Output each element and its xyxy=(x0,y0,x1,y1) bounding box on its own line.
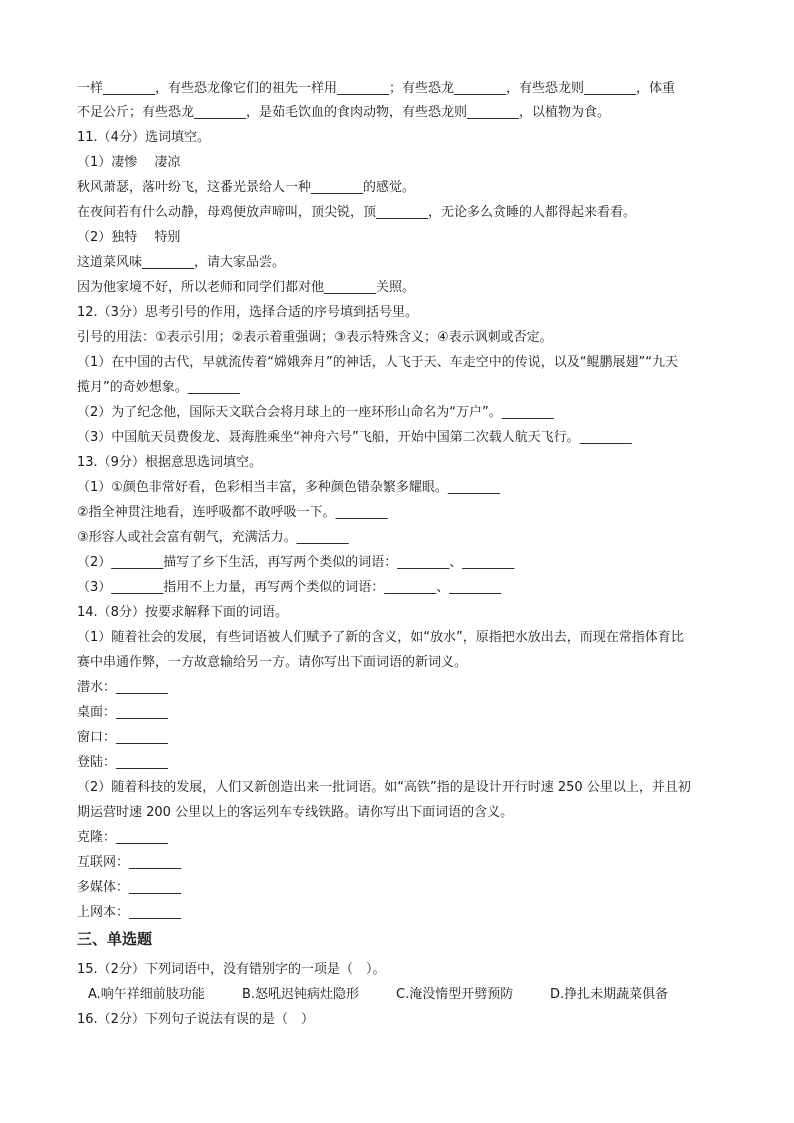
question-14-title: 14.（8分）按要求解释下面的词语。 xyxy=(77,605,288,620)
text-line: （1）在中国的古代，早就流传着“嫦娥奔月”的神话，人飞于天、车走空中的传说，以及“鲲鹏展翅”“九天 xyxy=(77,355,678,370)
text-line: 潜水：________ xyxy=(77,680,169,695)
text-line: 窗口：________ xyxy=(77,730,169,745)
text-line: 多媒体：________ xyxy=(77,880,182,895)
text-line: （2）________描写了乡下生活，再写两个类似的词语：________、________ xyxy=(77,555,515,570)
text-line: 揽月”的奇妙想象。________ xyxy=(77,380,240,395)
text-line: 这道菜风味________，请大家品尝。 xyxy=(77,255,286,270)
q15-option-b: B.怒吼迟钝病灶隐形 xyxy=(242,987,360,1002)
text-line: 登陆：________ xyxy=(77,755,169,770)
text-line: 桌面：________ xyxy=(77,705,169,720)
text-line: （1）随着社会的发展，有些词语被人们赋予了新的含义，如“放水”，原指把水放出去，而现在常指体育比 xyxy=(77,630,684,645)
question-15-stem: 15.（2分）下列词语中，没有错别字的一项是（ ）。 xyxy=(77,962,386,977)
text-line: （3）________指用不上力量，再写两个类似的词语：________、________ xyxy=(77,580,502,595)
text-line: 秋风萧瑟，落叶纷飞，这番光景给人一种________的感觉。 xyxy=(77,180,416,195)
text-line: 不足公斤；有些恐龙________，是茹毛饮血的食肉动物，有些恐龙则________，以植物为食。 xyxy=(77,105,611,120)
text-line: 在夜间若有什么动静，母鸡便放声啼叫，顶尖锐，顶________，无论多么贪睡的人都得起来看看。 xyxy=(77,205,637,220)
text-line: 因为他家境不好，所以老师和同学们都对他________关照。 xyxy=(77,280,416,295)
question-11-title: 11.（4分）选词填空。 xyxy=(77,130,210,145)
text-line: 赛中串通作弊，一方故意输给另一方。请你写出下面词语的新词义。 xyxy=(77,655,468,670)
q15-option-d: D.挣扎未期蔬菜俱备 xyxy=(550,987,669,1002)
text-line: （3）中国航天员费俊龙、聂海胜乘坐“神舟六号”飞船，开始中国第二次载人航天飞行。________ xyxy=(77,430,632,445)
question-13-title: 13.（9分）根据意思选词填空。 xyxy=(77,455,262,470)
text-line: （2）为了纪念他，国际天文联合会将月球上的一座环形山命名为“万户”。________ xyxy=(77,405,554,420)
text-line: 引号的用法：①表示引用；②表示着重强调；③表示特殊含义；④表示讽刺或否定。 xyxy=(77,330,553,345)
text-line: （2）独特 特别 xyxy=(77,230,181,245)
text-line: 互联网：________ xyxy=(77,855,182,870)
text-line: ③形容人或社会富有朝气，充满活力。________ xyxy=(77,530,349,545)
text-line: （1）凄惨 凄凉 xyxy=(77,155,181,170)
text-line: 克隆：________ xyxy=(77,830,169,845)
text-line: 期运营时速 200 公里以上的客运列车专线铁路。请你写出下面词语的含义。 xyxy=(77,805,514,820)
text-line: 上网本：________ xyxy=(77,905,182,920)
text-line: ②指全神贯注地看，连呼吸都不敢呼吸一下。________ xyxy=(77,505,388,520)
question-12-title: 12.（3分）思考引号的作用，选择合适的序号填到括号里。 xyxy=(77,305,418,320)
section-title: 三、单选题 xyxy=(77,930,153,948)
text-line: 一样________，有些恐龙像它们的祖先一样用________；有些恐龙________，有些恐龙则________，体重 xyxy=(77,81,676,96)
text-line: （2）随着科技的发展，人们又新创造出来一批词语。如“高铁”指的是设计开行时速 250 公里以上，并且初 xyxy=(77,780,691,795)
text-line: （1）①颜色非常好看，色彩相当丰富，多种颜色错杂繁多耀眼。________ xyxy=(77,480,500,495)
question-16-stem: 16.（2分）下列句子说法有误的是（ ） xyxy=(77,1012,314,1027)
q15-option-a: A.响午祥细前肢功能 xyxy=(88,987,205,1002)
q15-option-c: C.淹没惰型开劈预防 xyxy=(396,987,514,1002)
